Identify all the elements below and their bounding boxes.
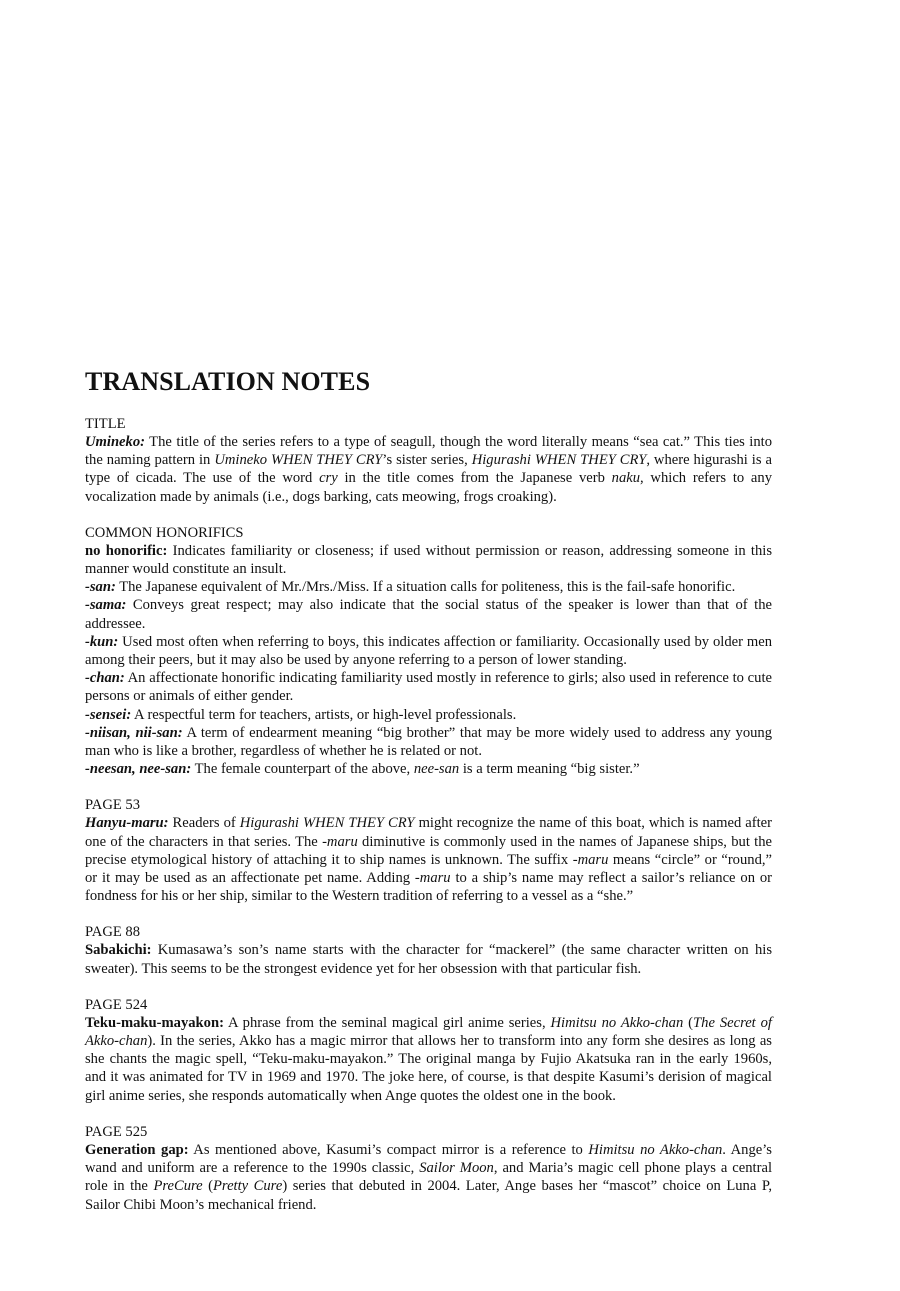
entry-text: A term of endearment meaning “big brother” that may be more widely used to address any young man who is like a brother, regardless of whether he is related or not. <box>85 724 773 760</box>
entry-text: Used most often when referring to boys, this indicates affection or familiarity. Occasionally used by older men among their peers, but it may also be used by anyone referring to a person of lower standing. <box>85 633 772 669</box>
entry-text: The female counterpart of the above, <box>191 761 414 778</box>
section-heading: PAGE 88 <box>85 924 141 941</box>
entry-text: Conveys great respect; may also indicate that the social status of the speaker is lower than that of the addressee. <box>85 597 772 632</box>
entry-italic-text: naku <box>611 470 641 487</box>
entry-text: diminutive is commonly used in the names of Japanese ships, but the precise etymological history of attaching it to ship names is unknown. The suffix <box>85 833 772 868</box>
entry-text: , which refers to any vocalization made by animals (i.e., dogs barking, cats meowing, frogs croaking). <box>85 470 772 505</box>
entry-text: in the title comes from the Japanese verb <box>337 470 612 487</box>
entry-text: to a ship’s name may reflect a sailor’s reliance on or fondness for his or her ship, similar to the Western tradition of referring to a vessel as a “she.” <box>85 870 772 905</box>
entry-italic-text: Higurashi WHEN THEY CRY <box>471 452 647 469</box>
entry-sensei <box>85 706 772 724</box>
entry-term: Umineko: <box>85 434 145 450</box>
section-heading: COMMON HONORIFICS <box>85 524 244 541</box>
entry-term: Teku-maku-mayakon: <box>85 1014 224 1031</box>
entry-term: no honorific: <box>85 542 168 559</box>
entry-term: Generation gap: <box>85 1141 189 1158</box>
entry-no-honorific <box>85 542 772 578</box>
entry-term: -neesan, nee-san: <box>85 761 192 778</box>
entry-text: might recognize the name of this boat, which is named after one of the characters in that series. The <box>85 815 772 850</box>
entry-text: An affectionate honorific indicating familiarity used mostly in reference to girls; also used in reference to cute persons or animals of either gender. <box>85 670 772 705</box>
section-page-53 <box>85 796 772 905</box>
entry-italic-text: -maru <box>322 833 358 850</box>
entry-text: A phrase from the seminal magical girl anime series, <box>223 1014 551 1031</box>
section-heading: PAGE 53 <box>85 797 141 814</box>
section-heading: PAGE 525 <box>85 1123 148 1140</box>
entry-text: Readers of <box>168 815 240 832</box>
entry-kun <box>85 633 772 669</box>
entry-teku-maku-mayakon <box>85 1014 772 1105</box>
entry-italic-text: Himitsu no Akko-chan <box>550 1014 684 1031</box>
entry-text: ’s sister series, <box>382 452 472 469</box>
entry-sama <box>85 596 772 632</box>
entry-text: , and Maria’s magic cell phone plays a central role in the <box>85 1160 772 1195</box>
entry-niisan <box>85 724 772 760</box>
entry-text: ). In the series, Akko has a magic mirror that allows her to transform into any form she desires as long as she chants the magic spell, “Teku-maku-mayakon.” The original manga by Fujio Akatsuka ran in the early 1960s, and it was animated for TV in 1969 and 1970. The joke here, of course, is that despite Kasumi’s derision of magical girl anime series, she responds automatically when Ange quotes the oldest one in the book. <box>85 1033 772 1104</box>
entry-text: As mentioned above, Kasumi’s compact mirror is a reference to <box>188 1141 589 1158</box>
entry-hanyu-maru <box>85 814 772 905</box>
entry-term: -sama: <box>85 597 127 614</box>
entry-neesan <box>85 760 772 778</box>
entry-chan <box>85 669 772 705</box>
section-page-88 <box>85 923 772 977</box>
section-title <box>85 415 772 506</box>
page-title: TRANSLATION NOTES <box>85 367 371 396</box>
entry-italic-text: PreCure <box>153 1178 203 1195</box>
entry-text: Indicates familiarity or closeness; if used without permission or reason, addressing someone in this manner would constitute an insult. <box>85 542 773 578</box>
entry-term: -san: <box>85 579 116 596</box>
section-page-524 <box>85 996 772 1105</box>
entry-text: ) series that debuted in 2004. Later, Ange bases her “mascot” choice on Luna P, Sailor Chibi Moon’s mechanical friend. <box>85 1178 772 1213</box>
entry-italic-text: -maru <box>414 870 451 887</box>
entry-text: The title of the series refers to a type of seagull, though the word literally means “sea cat.” This ties into the naming pattern in <box>85 434 772 469</box>
entry-term: -kun: <box>85 633 119 650</box>
section-honorifics <box>85 524 772 779</box>
entry-text: The Japanese equivalent of Mr./Mrs./Miss. If a situation calls for politeness, this is the fail-safe honorific. <box>115 579 736 596</box>
entry-text: A respectful term for teachers, artists, or high-level professionals. <box>131 706 517 723</box>
entry-sabakichi <box>85 941 772 977</box>
entry-italic-text: Himitsu no Akko-chan <box>588 1141 723 1158</box>
entry-text: , where higurashi is a type of cicada. The use of the word <box>85 452 772 487</box>
entry-text: ( <box>683 1014 694 1031</box>
entry-italic-text: Umineko WHEN THEY CRY <box>214 452 383 469</box>
entry-generation-gap <box>85 1141 772 1214</box>
entry-italic-text: The Secret of Akko-chan <box>85 1014 772 1050</box>
section-page-525 <box>85 1123 772 1214</box>
entry-umineko <box>85 433 772 506</box>
entry-text: . Ange’s wand and uniform are a reference to the 1990s classic, <box>85 1141 772 1177</box>
entry-text: means “circle” or “round,” or it may be used as an affectionate pet name. Adding <box>85 851 772 887</box>
entry-italic-text: Higurashi WHEN THEY CRY <box>239 815 415 832</box>
entry-term: -sensei: <box>85 706 132 723</box>
entry-text: ( <box>202 1178 214 1195</box>
entry-italic-text: Sailor Moon <box>419 1160 494 1177</box>
entry-term: Hanyu-maru: <box>85 815 169 832</box>
entry-text: Kumasawa’s son’s name starts with the character for “mackerel” (the same character written on his sweater). This seems to be the strongest evidence yet for her obsession with that particular fish. <box>85 942 772 977</box>
section-heading: PAGE 524 <box>85 996 148 1013</box>
entry-italic-text: nee-san <box>413 761 460 778</box>
entry-san <box>85 578 772 596</box>
entry-italic-text: -maru <box>572 851 609 868</box>
entry-text: is a term meaning “big sister.” <box>459 761 640 778</box>
entry-italic-text: Pretty Cure <box>213 1178 283 1195</box>
translation-notes-page <box>85 366 772 1232</box>
entry-term: Sabakichi: <box>85 942 152 959</box>
entry-term: -chan: <box>85 670 125 687</box>
entry-italic-text: cry <box>319 470 338 487</box>
section-heading: TITLE <box>85 416 126 432</box>
entry-term: -niisan, nii-san: <box>85 724 183 741</box>
